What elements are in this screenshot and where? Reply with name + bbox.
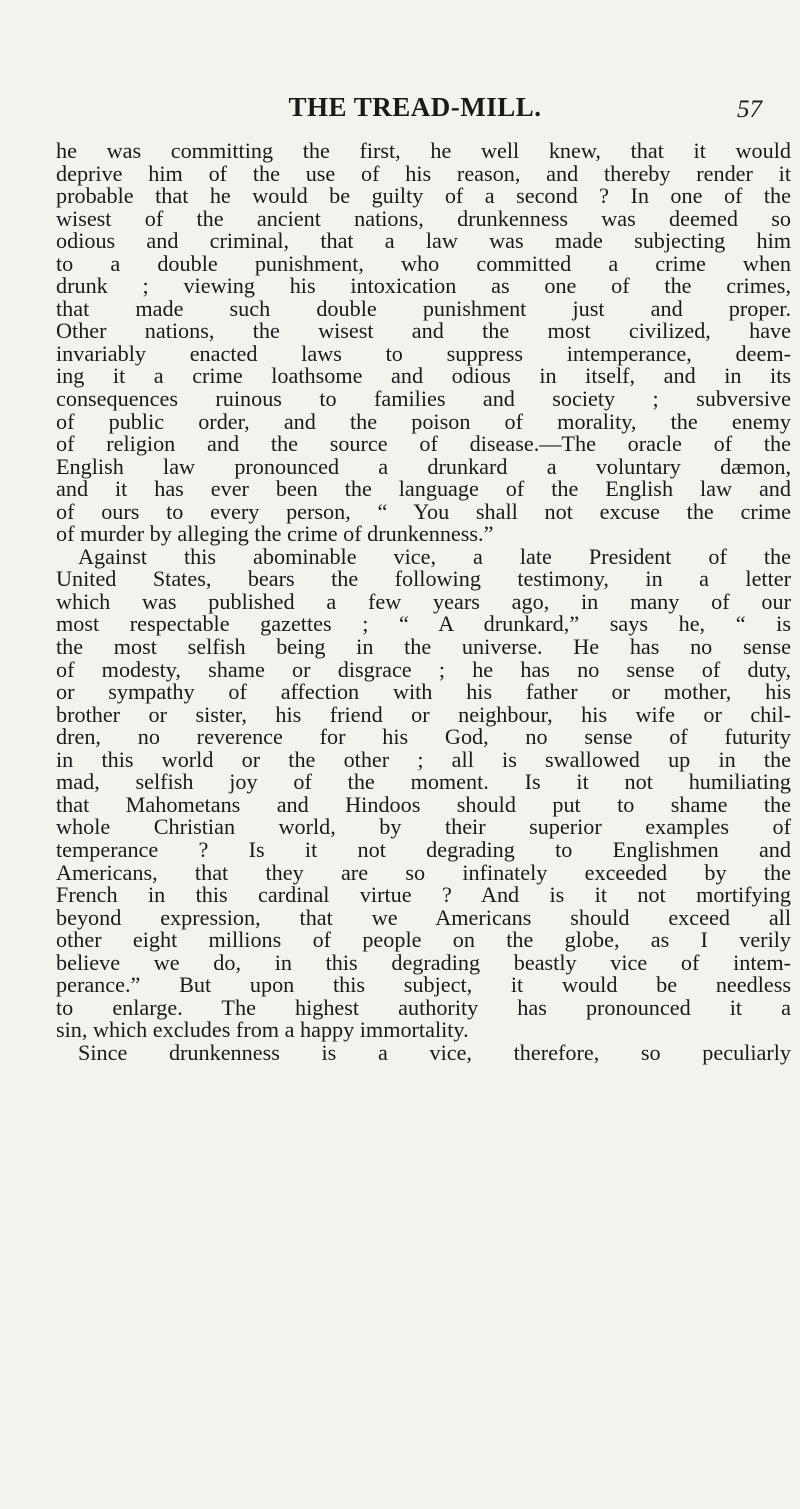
text-line: Americans, that they are so infinately exceeded by the <box>56 859 791 885</box>
text-line: brother or sister, his friend or neighbour, his wife or chil- <box>56 701 791 727</box>
text-line: Since drunkenness is a vice, therefore, so peculiarly <box>78 1039 791 1065</box>
text-line: that made such double punishment just and proper. <box>56 295 791 321</box>
text-line: English law pronounced a drunkard a voluntary dæmon, <box>56 453 791 479</box>
text-line: he was committing the first, he well knew, that it would <box>56 138 791 163</box>
text-line: drunk ; viewing his intoxication as one of the crimes, <box>56 273 791 299</box>
body-text <box>56 140 791 1064</box>
text-line: in this world or the other ; all is swallowed up in the <box>56 746 791 772</box>
text-line: which was published a few years ago, in many of our <box>56 588 791 614</box>
text-line: of religion and the source of disease.—The oracle of the <box>56 431 791 457</box>
text-line: invariably enacted laws to suppress intemperance, deem- <box>56 340 791 366</box>
text-line: wisest of the ancient nations, drunkenness was deemed so <box>56 205 791 231</box>
text-line: other eight millions of people on the globe, as I verily <box>56 927 791 953</box>
text-line: French in this cardinal virtue ? And is it not mortifying <box>56 882 791 908</box>
page-number: 57 <box>737 96 762 123</box>
text-line: of modesty, shame or disgrace ; he has no sense of duty, <box>56 656 791 682</box>
text-line: the most selfish being in the universe. He has no sense <box>56 634 791 660</box>
text-line: of ours to every person, “ You shall not excuse the crime <box>56 498 791 524</box>
text-line: dren, no reverence for his God, no sense of futurity <box>56 724 791 750</box>
text-line: odious and criminal, that a law was made subjecting him <box>56 228 791 254</box>
text-line: that Mahometans and Hindoos should put to shame the <box>56 791 791 817</box>
text-line: deprive him of the use of his reason, and thereby render it <box>56 160 791 186</box>
text-line: perance.” But upon this subject, it would be needless <box>56 972 791 998</box>
text-line: and it has ever been the language of the English law and <box>56 476 791 502</box>
text-line: whole Christian world, by their superior examples of <box>56 814 791 840</box>
text-line: of public order, and the poison of morality, the enemy <box>56 408 791 434</box>
text-line: United States, bears the following testimony, in a letter <box>56 566 791 592</box>
text-line: mad, selfish joy of the moment. Is it not humiliating <box>56 769 791 795</box>
text-line: sin, which excludes from a happy immortality. <box>56 1017 469 1043</box>
text-line: or sympathy of affection with his father or mother, his <box>56 679 791 705</box>
text-line: believe we do, in this degrading beastly vice of intem- <box>56 949 791 975</box>
text-line: consequences ruinous to families and society ; subversive <box>56 386 791 412</box>
text-line: to a double punishment, who committed a crime when <box>56 250 791 276</box>
text-line: ing it a crime loathsome and odious in itself, and in its <box>56 363 791 389</box>
text-line: Against this abominable vice, a late President of the <box>78 543 791 569</box>
text-line: to enlarge. The highest authority has pronounced it a <box>56 994 791 1020</box>
text-line: temperance ? Is it not degrading to Englishmen and <box>56 836 791 862</box>
text-line: probable that he would be guilty of a second ? In one of the <box>56 183 791 209</box>
running-head: THE TREAD-MILL. <box>288 92 542 122</box>
text-line: beyond expression, that we Americans should exceed all <box>56 904 791 930</box>
text-line: of murder by alleging the crime of drunkenness.” <box>56 521 494 547</box>
text-line: most respectable gazettes ; “ A drunkard,” says he, “ is <box>56 611 791 637</box>
text-line: Other nations, the wisest and the most civilized, have <box>56 318 791 344</box>
